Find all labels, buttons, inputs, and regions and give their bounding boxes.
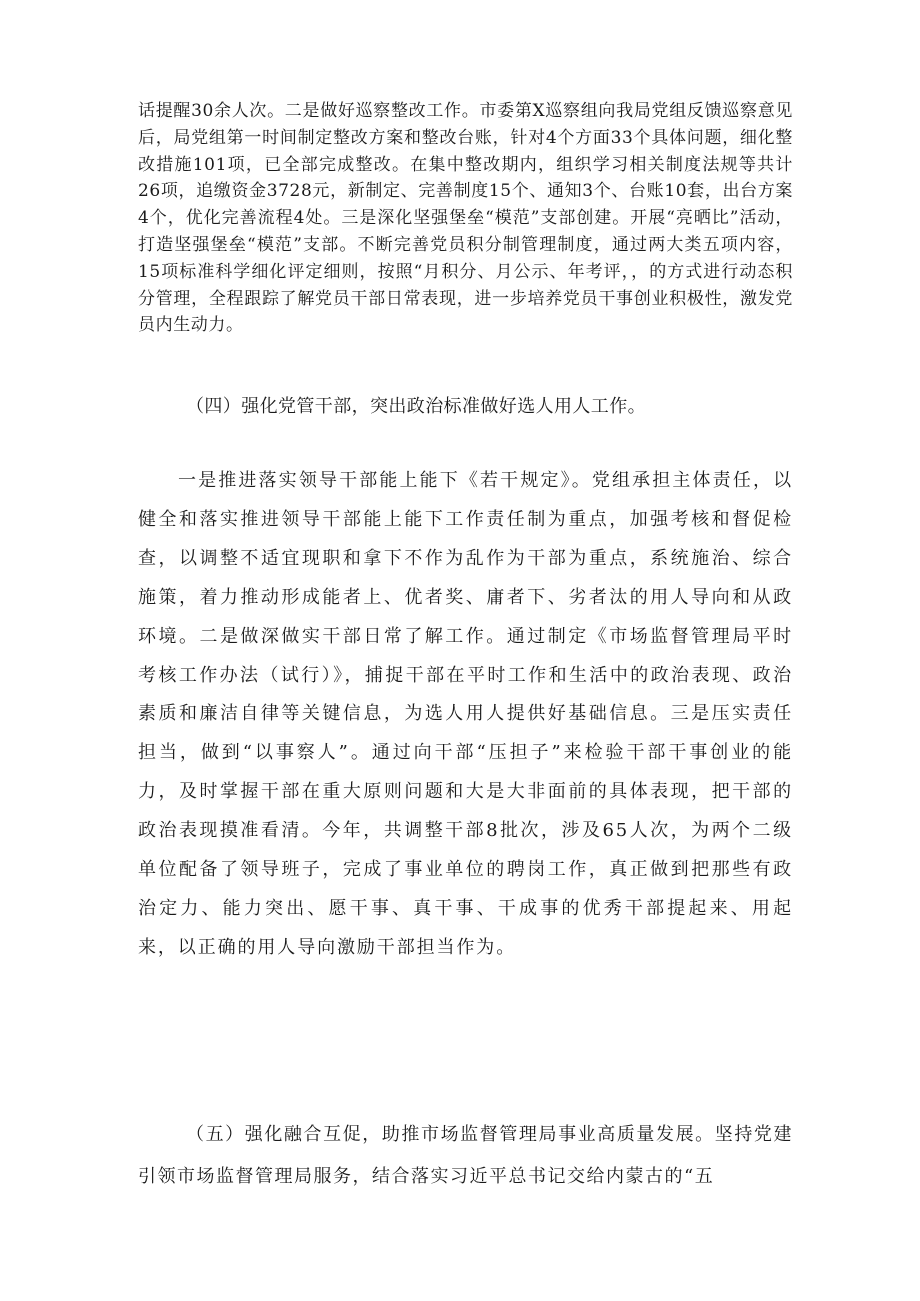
section-heading-four: （四）强化党管干部，突出政治标准做好选人用人工作。 — [186, 396, 646, 417]
paragraph-cadre-selection: 一是推进落实领导干部能上能下《若干规定》。党组承担主体责任，以健全和落实推进领导干部能上能下工作责任制为重点，加强考核和督促检查，以调整不适宜现职和拿下不作为乱作为干部为重点，系统施治、综合施策，着力推动形成能者上、优者奖、庸者下、劣者汰的用人导向和从政环境。二是做深做实干部日常了解工作。通过制定《市场监督管理局平时考核工作办法（试行）》，捕捉干部在平时工作和生活中的政治表现、政治素质和廉洁自律等关键信息，为选人用人提供好基础信息。三是压实责任担当，做到“以事察人”。通过向干部“压担子”来检验干部干事创业的能力，及时掌握干部在重大原则问题和大是大非面前的具体表现，把干部的政治表现摸准看清。今年，共调整干部8批次，涉及65人次，为两个二级单位配备了领导班子，完成了事业单位的聘岗工作，真正做到把那些有政治定力、能力突出、愿干事、真干事、干成事的优秀干部提起来、用起来，以正确的用人导向激励干部担当作为。 — [138, 470, 793, 958]
paragraph-section-five: （五）强化融合互促，助推市场监督管理局事业高质量发展。坚持党建引领市场监督管理局服务，结合落实习近平总书记交给内蒙古的“五 — [138, 1124, 793, 1187]
paragraph-inspection-rectification: 话提醒30余人次。二是做好巡察整改工作。市委第X巡察组向我局党组反馈巡察意见后，局党组第一时间制定整改方案和整改台账，针对4个方面33个具体问题，细化整改措施101项，已全部完成整改。在集中整改期内，组织学习相关制度法规等共计26项，追缴资金3728元，新制定、完善制度15个、通知3个、台账10套，出台方案4个，优化完善流程4处。三是深化坚强堡垒“模范”支部创建。开展“亮晒比”活动，打造坚强堡垒“模范”支部。不断完善党员积分制管理制度，通过两大类五项内容，15项标准科学细化评定细则，按照“月积分、月公示、年考评，，的方式进行动态积分管理，全程跟踪了解党员干部日常表现，进一步培养党员干事创业积极性，激发党员内生动力。 — [138, 101, 793, 336]
